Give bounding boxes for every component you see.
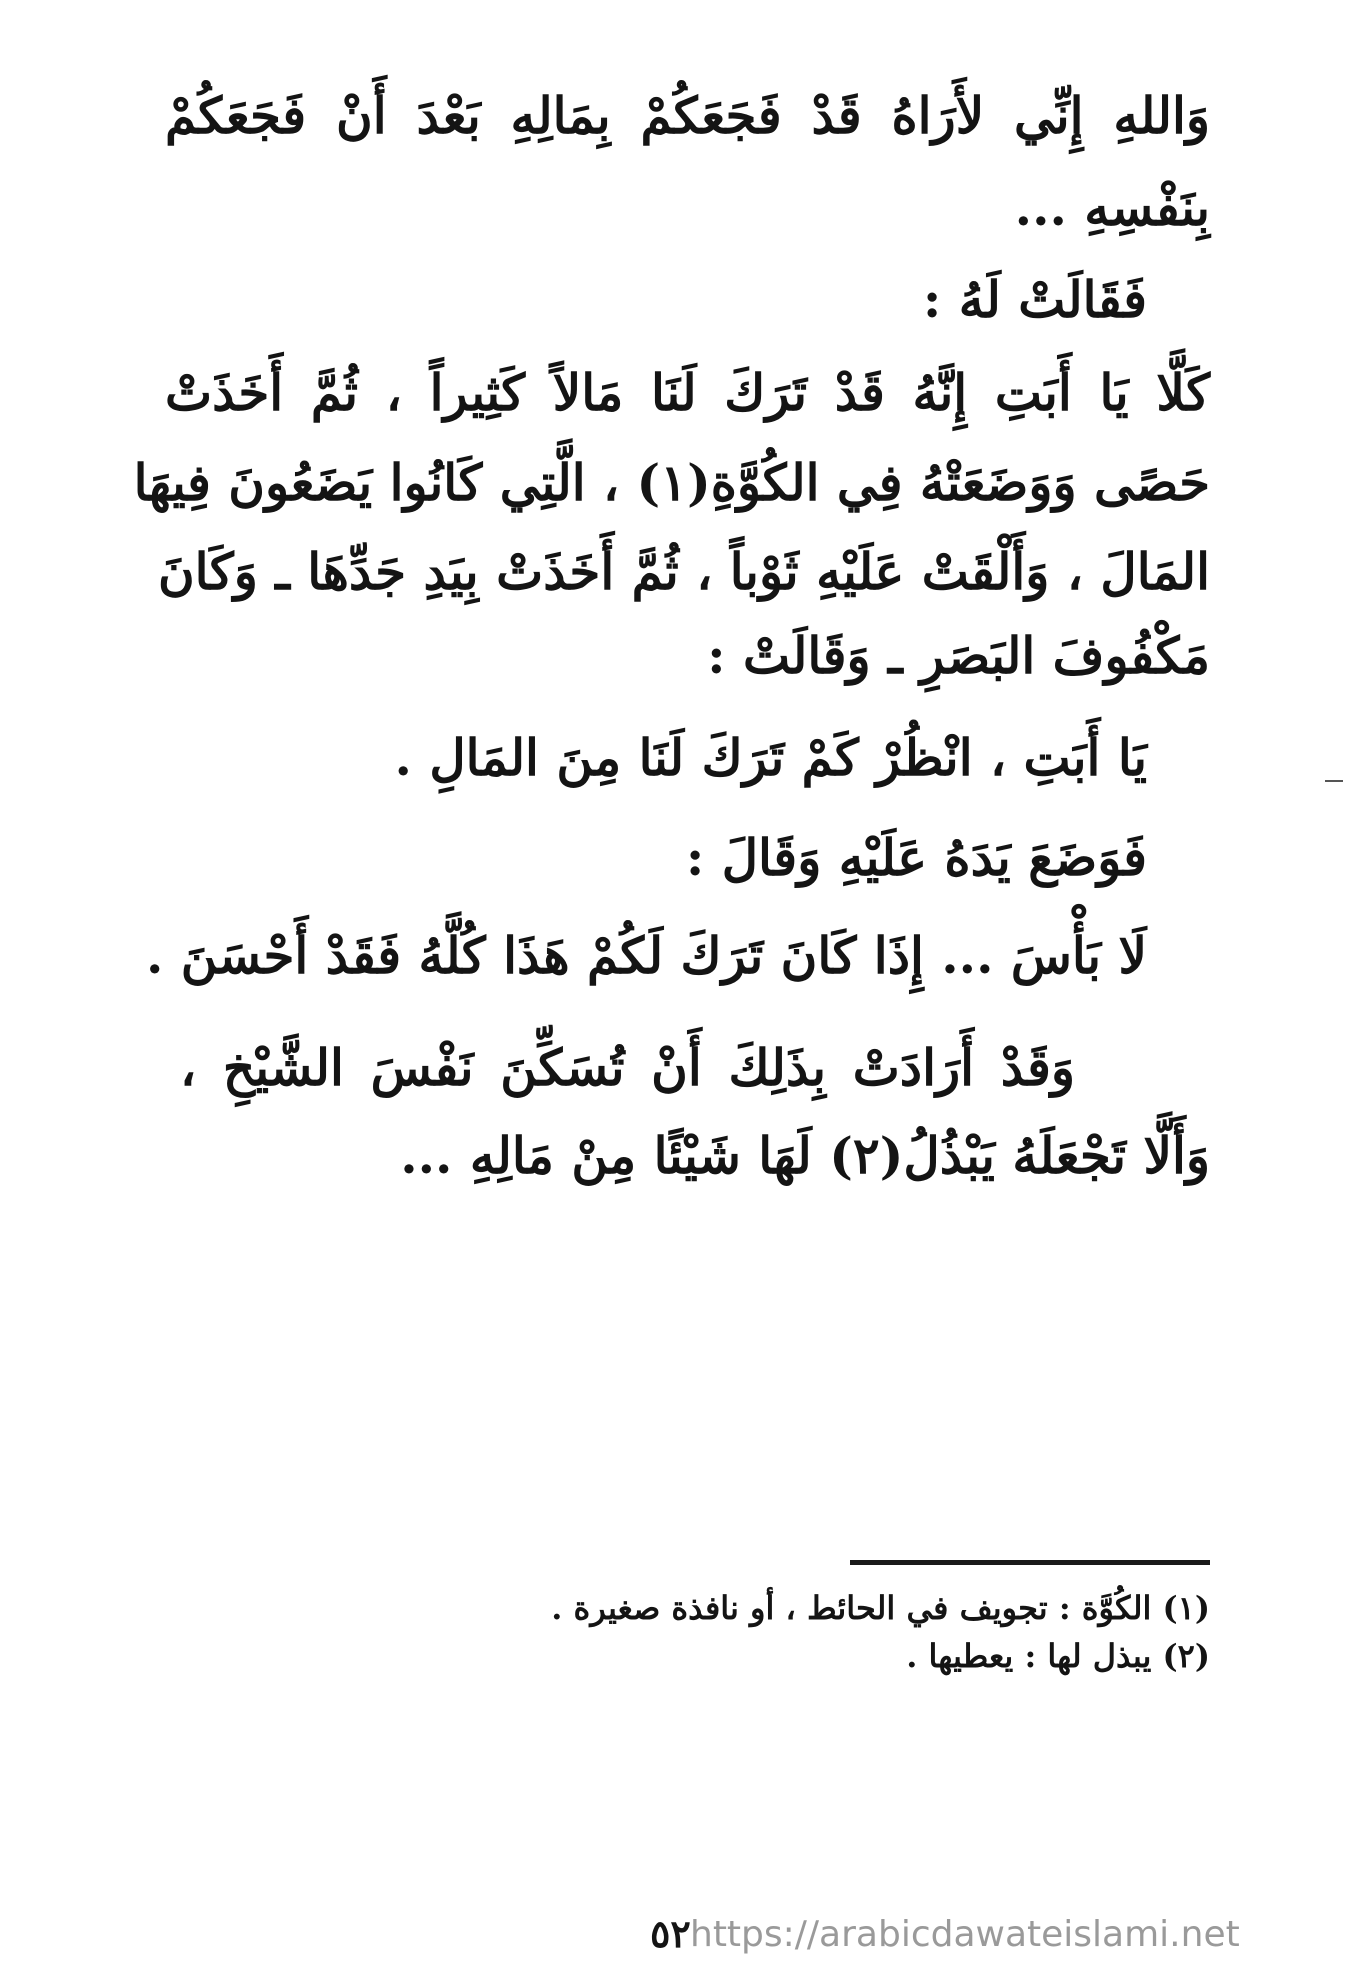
text-line: يَا أَبَتِ ، انْظُرْ كَمْ تَرَكَ لَنَا مِنَ المَالِ . xyxy=(394,728,1147,787)
watermark-url: https://arabicdawateislami.net xyxy=(690,1914,1240,1955)
footnote-divider xyxy=(850,1560,1210,1565)
text-line: فَقَالَتْ لَهُ : xyxy=(922,270,1147,329)
text-line: كَلَّا يَا أَبَتِ إِنَّهُ قَدْ تَرَكَ لَنَا مَالاً كَثِيراً ، ثُمَّ أَخَذَتْ xyxy=(165,363,1211,422)
text-line: وَأَلَّا تَجْعَلَهُ يَبْذُلُ(٢) لَهَا شَيْئًا مِنْ مَالِهِ ... xyxy=(400,1126,1210,1185)
text-line: مَكْفُوفَ البَصَرِ ـ وَقَالَتْ : xyxy=(707,626,1210,685)
text-line: المَالَ ، وَأَلْقَتْ عَلَيْهِ ثَوْباً ، ثُمَّ أَخَذَتْ بِيَدِ جَدِّهَا ـ وَكَانَ xyxy=(157,542,1210,601)
text-line: وَاللهِ إِنِّي لأَرَاهُ قَدْ فَجَعَكُمْ بِمَالِهِ بَعْدَ أَنْ فَجَعَكُمْ xyxy=(165,86,1210,145)
footnote: (١) الكُوَّة : تجويف في الحائط ، أو نافذة صغيرة . xyxy=(551,1589,1210,1627)
text-line: فَوَضَعَ يَدَهُ عَلَيْهِ وَقَالَ : xyxy=(685,828,1147,887)
margin-mark xyxy=(1325,780,1343,782)
page-number: ٥٢ xyxy=(650,1911,691,1956)
footnote: (٢) يبذل لها : يعطيها . xyxy=(906,1637,1210,1675)
text-line: حَصًى وَوَضَعَتْهُ فِي الكُوَّةِ(١) ، الَّتِي كَانُوا يَضَعُونَ فِيهَا xyxy=(133,453,1210,512)
text-line: لَا بَأْسَ ... إِذَا كَانَ تَرَكَ لَكُمْ هَذَا كُلَّهُ فَقَدْ أَحْسَنَ . xyxy=(145,926,1147,985)
text-line: بِنَفْسِهِ ... xyxy=(1014,178,1210,237)
text-line: وَقَدْ أَرَادَتْ بِذَلِكَ أَنْ تُسَكِّنَ نَفْسَ الشَّيْخِ ، xyxy=(180,1038,1075,1097)
